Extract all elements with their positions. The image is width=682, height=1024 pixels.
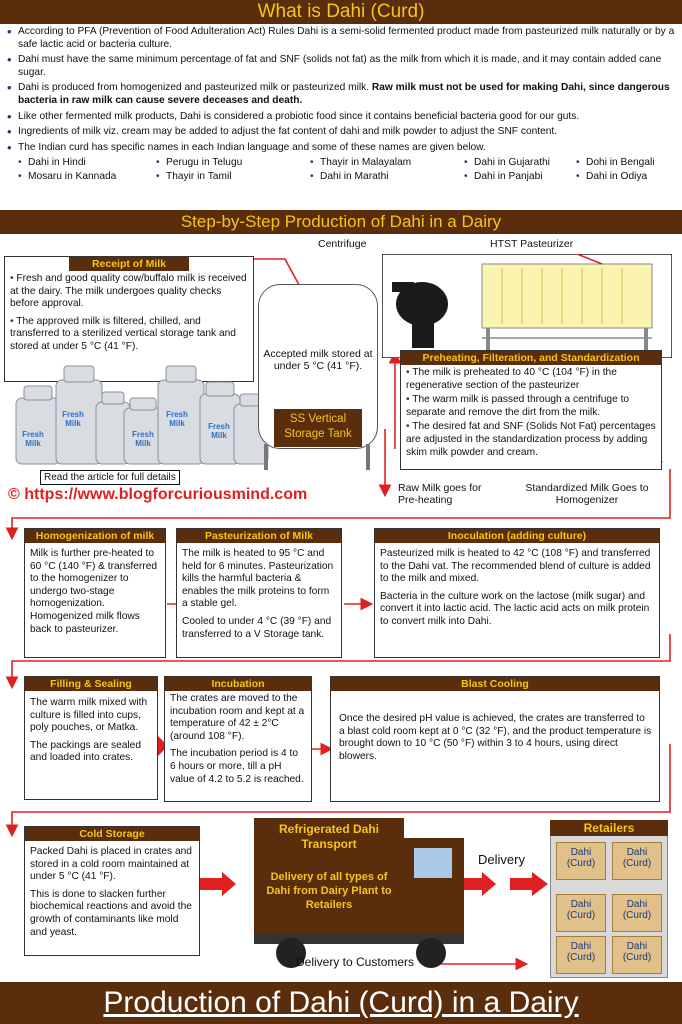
copyright-url[interactable]: © https://www.blogforcuriousmind.com — [8, 486, 308, 503]
curd-name: • Dohi in Bengali — [576, 157, 682, 170]
preheat-bullet: • The milk is preheated to 40 °C (104 °F) in the regenerative section of the pasteurizer — [406, 367, 617, 391]
milk-can-label: Fresh Milk — [22, 430, 44, 448]
truck-window — [414, 848, 452, 878]
preheat-text: The warm milk is passed through a centrifuge to separate and remove the dirt from the milk. — [406, 394, 630, 418]
incubation-box — [164, 676, 312, 802]
curd-name: • Dahi in Panjabi — [464, 171, 576, 184]
intro-bullet: • Like other fermented milk products, Dahi is considered a probiotic food since it contains beneficial bacteria good for our guts. — [6, 111, 676, 124]
preheat-bullet: • The warm milk is passed through a centrifuge to separate and remove the dirt from the milk. — [406, 394, 630, 418]
milk-can-label: Fresh Milk — [208, 422, 230, 440]
cold-storage-box — [24, 826, 200, 956]
truck-title: Refrigerated Dahi Transport — [278, 822, 380, 851]
curd-name: • Dahi in Odiya — [576, 171, 682, 184]
curd-name: • Thayir in Tamil — [156, 171, 310, 184]
receipt-bullet: • Fresh and good quality cow/buffalo milk is received at the dairy. The milk undergoes quality checks before approval. — [10, 273, 247, 310]
curd-crate: Dahi (Curd) — [556, 894, 606, 932]
cold-storage-text: This is done to slacken further biochemical reactions and avoid the growth of contaminants like mold and yeast. — [30, 888, 192, 938]
homogenization-box — [24, 528, 166, 658]
curd-names-list — [6, 157, 676, 183]
homogenization-text: Milk is further pre-heated to 60 °C (140 °F) & transferred to the homogenizer to undergo two-stage homogenization. Homogenized milk flows back to pasteurizer. — [30, 548, 158, 635]
receipt-text: The approved milk is filtered, chilled, and transferred to a sterilized vertical storage tank and stored at under 5 °C (41 °F). — [10, 315, 236, 352]
htst-label: HTST Pasteurizer — [490, 238, 574, 250]
process-flow — [0, 234, 682, 982]
filling-text: The packings are sealed and loaded into crates. — [30, 739, 141, 764]
centrifuge-label: Centrifuge — [318, 238, 367, 250]
preheat-header: Preheating, Filteration, and Standardization — [401, 351, 661, 365]
raw-milk-label: Raw Milk goes for Pre-heating — [398, 482, 482, 506]
filling-box — [24, 676, 158, 800]
cold-storage-header: Cold Storage — [25, 827, 199, 841]
curd-crate: Dahi (Curd) — [612, 842, 662, 880]
preheat-text: The milk is preheated to 40 °C (104 °F) in the regenerative section of the pasteurizer — [406, 367, 617, 391]
curd-name: • Dahi in Gujarathi — [464, 157, 576, 170]
steps-title: Step-by-Step Production of Dahi in a Dairy — [0, 210, 682, 234]
delivery-customers-label: Delivery to Customers — [296, 955, 415, 969]
inoculation-header: Inoculation (adding culture) — [375, 529, 659, 543]
curd-name: • Perugu in Telugu — [156, 157, 310, 170]
arrow-truck-mid — [460, 872, 496, 896]
intro-bullet — [6, 82, 676, 107]
arrow-to-retailers — [510, 872, 548, 896]
footer-title: Production of Dahi (Curd) in a Dairy — [0, 982, 682, 1024]
curd-name: • Dahi in Hindi — [18, 157, 156, 170]
curd-crate: Dahi (Curd) — [612, 936, 662, 974]
inoculation-text: Bacteria in the culture work on the lactose (milk sugar) and convert it into lactic acid. The lactic acid acts on milk protein to convert milk into Dahi. — [380, 590, 650, 627]
receipt-text: Fresh and good quality cow/buffalo milk is received at the dairy. The milk undergoes quality checks before approval. — [10, 273, 247, 310]
milk-can-label: Fresh Milk — [166, 410, 188, 428]
inoculation-box — [374, 528, 660, 658]
curd-name: • Dahi in Marathi — [310, 171, 464, 184]
curd-crate: Dahi (Curd) — [612, 894, 662, 932]
tank-leg — [264, 444, 268, 470]
curd-crate: Dahi (Curd) — [556, 842, 606, 880]
retailers-header: Retailers — [550, 820, 668, 836]
incubation-text: The incubation period is 4 to 6 hours or more, till a pH value of 4.2 to 5.2 is reached. — [170, 748, 304, 785]
truck-text: Delivery of all types of Dahi from Dairy Plant to Retailers — [266, 871, 392, 911]
delivery-label: Delivery — [478, 852, 525, 867]
intro-bullet: • Ingredients of milk viz. cream may be added to adjust the fat content of dahi and milk powder to adjust the SNF content. — [6, 126, 676, 139]
incubation-text: The crates are moved to the incubation room and kept at a temperature of 42 ± 2°C (around 108 °F). — [170, 693, 305, 742]
curd-name: • Thayir in Malayalam — [310, 157, 464, 170]
blast-cooling-header: Blast Cooling — [331, 677, 659, 691]
blast-cooling-text: Once the desired pH value is achieved, the crates are transferred to a blast cold room kept at 0 °C (32 °F), and the product temperature is brought down to 10 °C (50 °F) within 3 to 4 hours, using direct blowers. — [339, 713, 652, 762]
milk-can-label: Fresh Milk — [132, 430, 154, 448]
preheat-box — [400, 350, 662, 470]
tank-text: Accepted milk stored at under 5 °C (41 °F). — [263, 348, 373, 372]
preheat-text: The desired fat and SNF (Solids Not Fat) percentages are adjusted in the standardization process by adding skim milk powder and cream. — [406, 421, 656, 458]
pasteurization-text: The milk is heated to 95 °C and held for 6 minutes. Pasteurization kills the harmful bacteria & enables the milk proteins to form a stable gel. — [182, 548, 334, 610]
curd-crate: Dahi (Curd) — [556, 936, 606, 974]
homogenization-header: Homogenization of milk — [25, 529, 165, 543]
intro-section — [0, 24, 682, 210]
page-title: What is Dahi (Curd) — [0, 0, 682, 24]
pasteurization-box — [176, 528, 342, 658]
intro-text: Dahi is produced from homogenized and pasteurized milk or pasteurized milk. — [18, 82, 372, 94]
pasteurization-header: Pasteurization of Milk — [177, 529, 341, 543]
curd-name: • Mosaru in Kannada — [18, 171, 156, 184]
filling-header: Filling & Sealing — [25, 677, 157, 691]
tank-leg — [366, 444, 370, 470]
read-article-link[interactable]: Read the article for full details — [40, 470, 180, 485]
intro-bullet: • Dahi must have the same minimum percentage of fat and SNF (solids not fat) as the milk from which it is made, and it may contain added cane sugar. — [6, 54, 676, 79]
blast-cooling-box — [330, 676, 660, 802]
milk-can-label: Fresh Milk — [62, 410, 84, 428]
receipt-header: Receipt of Milk — [69, 257, 189, 271]
truck-wheel — [416, 938, 446, 968]
receipt-bullet: • The approved milk is filtered, chilled, and transferred to a sterilized vertical storage tank and stored at under 5 °C (41 °F). — [10, 315, 236, 352]
centrifuge-pasteurizer-image — [382, 254, 672, 358]
intro-bold-warning: Raw milk must not be used for making Dahi, since dangerous bacteria in raw milk can cause severe deceases and death. — [18, 82, 670, 106]
filling-text: The warm milk mixed with culture is filled into cups, poly pouches, or Matka. — [30, 697, 148, 734]
preheat-bullet: • The desired fat and SNF (Solids Not Fat) percentages are adjusted in the standardization process by adding skim milk powder and cream. — [406, 421, 656, 458]
milk-cans-image — [8, 358, 270, 466]
intro-bullet: • According to PFA (Prevention of Food Adulteration Act) Rules Dahi is a semi-solid fermented product made from pasteurized milk naturally or by a safe lactic acid or bacteria culture. — [6, 26, 676, 51]
intro-bullet: • The Indian curd has specific names in each Indian language and some of these names are given below. — [6, 142, 676, 155]
standardized-milk-label: Standardized Milk Goes to Homogenizer — [525, 482, 649, 506]
pasteurization-text: Cooled to under 4 °C (39 °F) and transferred to a V Storage tank. — [182, 615, 332, 640]
inoculation-text: Pasteurized milk is heated to 42 °C (108 °F) and transferred to the Dahi vat. The recommended blend of culture is added to the milk and mixed. — [380, 548, 651, 585]
tank-label: SS Vertical Storage Tank — [274, 409, 362, 447]
incubation-header: Incubation — [165, 677, 311, 691]
cold-storage-text: Packed Dahi is placed in crates and stored in a cold room maintained at under 5 °C (41 °F). — [30, 846, 192, 883]
arrow-cold-to-truck — [200, 872, 236, 896]
